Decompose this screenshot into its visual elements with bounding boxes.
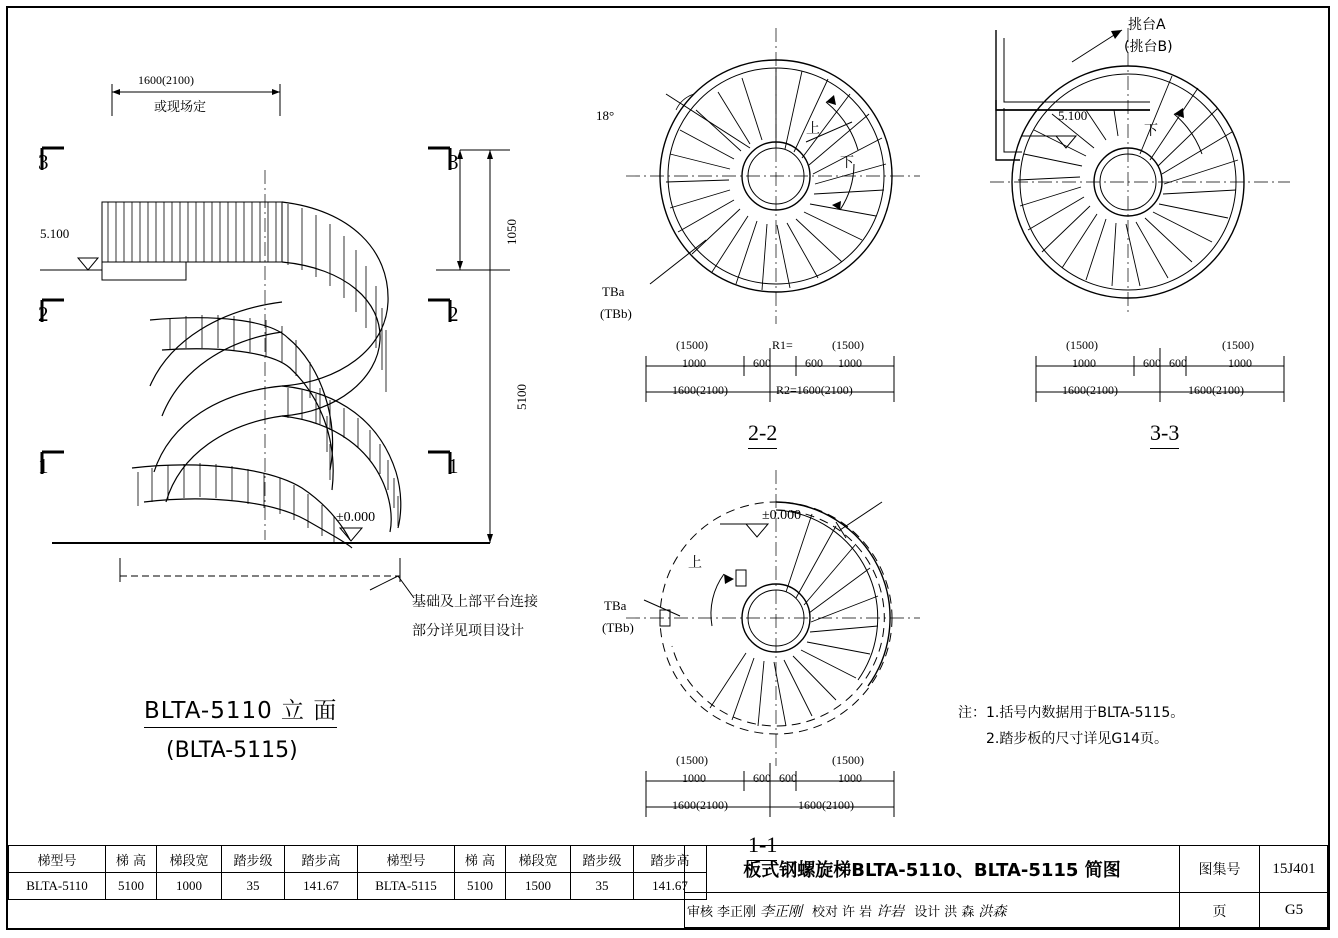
plan-1-1-level: ±0.000 [762,508,802,523]
note-item-2: 2.踏步板的尺寸详见G14页。 [986,731,1169,747]
plan-1-1-up-label: 上 [688,555,702,571]
cell-width-1: 1000 [157,873,222,900]
elevation-drawing [20,20,560,600]
col-header-width-2: 梯段宽 [506,846,571,873]
plan-1-1-dim-600-left: 600 [753,771,771,785]
col-header-riser-1: 踏步高 [285,846,358,873]
section-mark-1-right: 1 [448,454,459,478]
designer-label: 设计 [914,905,941,920]
plan-2-2-beam-label: TBa [602,284,625,299]
signature-row [685,893,1180,928]
plan-1-1-drawing [600,460,920,790]
plan-3-3-dim-total-right: 1600(2100) [1188,383,1244,397]
plan-3-3-label: 3-3 [1150,420,1179,449]
notes-block [958,700,1318,752]
plan-2-2-dim-600-right: 600 [805,356,823,370]
elevation-subtitle: (BLTA-5115) [166,738,298,763]
plan-2-2-dim-total-right: R2=1600(2100) [776,383,853,397]
plan-3-3-platform-a-label: 挑台A [1128,17,1166,33]
elevation-top-dimension: 1600(2100) [138,73,194,87]
col-header-width-1: 梯段宽 [157,846,222,873]
note-item-1: 1.括号内数据用于BLTA-5115。 [986,705,1185,721]
cell-riser-2: 141.67 [634,873,707,900]
section-mark-3-left: 3 [38,150,49,174]
plan-2-2-dim-1000-left: 1000 [682,356,706,370]
col-header-steps-1: 踏步级 [222,846,285,873]
notes-head: 注： [958,705,986,721]
plan-3-3-platform-b-label: (挑台B) [1124,39,1173,55]
plan-2-2-angle: 18° [596,108,615,123]
plan-1-1-dim-total-left: 1600(2100) [672,798,728,812]
plan-3-3-dim-1000-left: 1000 [1072,356,1096,370]
plan-3-3-dim-total-left: 1600(2100) [1062,383,1118,397]
plan-1-1-dim-1500-right: (1500) [832,753,864,767]
plan-2-2-dim-1000-right: 1000 [838,356,862,370]
elevation-note-line1: 基础及上部平台连接 [412,594,538,610]
plan-2-2-dim-r1: R1= [772,338,793,352]
cell-steps-2: 35 [571,873,634,900]
elevation-note-line2: 部分详见项目设计 [412,623,524,639]
atlas-value: 15J401 [1260,846,1328,893]
plan-2-2-dim-600-left: 600 [753,356,771,370]
elevation-top-dimension-note: 或现场定 [154,100,207,115]
elevation-level-base: ±0.000 [336,510,376,525]
plan-3-3-dim-600-left: 600 [1143,356,1161,370]
plan-2-2-dim-1500-left: (1500) [676,338,708,352]
cell-height-1: 5100 [106,873,157,900]
plan-3-3-down-label: 下 [1144,123,1158,139]
plan-1-1-dim-1000-left: 1000 [682,771,706,785]
col-header-height-2: 梯 高 [455,846,506,873]
plan-1-1-beam-label-alt: (TBb) [602,620,634,635]
plan-2-2-beam-label-alt: (TBb) [600,306,632,321]
cell-riser-1: 141.67 [285,873,358,900]
plan-1-1-dim-1000-right: 1000 [838,771,862,785]
approver-signature: 李正刚 [760,903,803,920]
title-block [8,845,1328,928]
col-header-steps-2: 踏步级 [571,846,634,873]
plan-3-3-dim-1000-right: 1000 [1228,356,1252,370]
plan-1-1-dim-1500-left: (1500) [676,753,708,767]
table-header-row [9,846,707,873]
approver-label: 审核 [687,905,714,920]
checker-name: 许 岩 [842,905,873,920]
page-label: 页 [1180,893,1260,928]
plan-1-1-beam-label: TBa [604,598,627,613]
plan-2-2-dim-1500-right: (1500) [832,338,864,352]
plan-1-1-label: 1-1 [748,832,777,861]
elevation-height-total: 5100 [514,384,529,410]
col-header-model-1: 梯型号 [9,846,106,873]
atlas-label: 图集号 [1180,846,1260,893]
title-block-right [684,845,1328,928]
section-mark-2-left: 2 [38,302,49,326]
plan-2-2-down-label: 下 [840,155,854,171]
designer-signature: 洪森 [978,903,1007,920]
plan-1-1-dim-600-right: 600 [779,771,797,785]
cell-steps-1: 35 [222,873,285,900]
spec-table [8,845,707,900]
plan-3-3-drawing [960,14,1300,344]
section-mark-3-right: 3 [448,150,459,174]
checker-signature: 许岩 [876,903,905,920]
plan-3-3-dim-600-right: 600 [1169,356,1187,370]
elevation-level-top: 5.100 [40,226,70,241]
plan-3-3-dim-1500-left: (1500) [1066,338,1098,352]
plan-3-3-level: 5.100 [1058,108,1088,123]
drawing-title: 板式钢螺旋梯BLTA-5110、BLTA-5115 简图 [685,846,1180,893]
plan-2-2-up-label: 上 [806,121,820,137]
plan-1-1-dim-total-right: 1600(2100) [798,798,854,812]
plan-3-3-dim-1500-right: (1500) [1222,338,1254,352]
col-header-model-2: 梯型号 [358,846,455,873]
plan-2-2-label: 2-2 [748,420,777,449]
section-mark-2-right: 2 [448,302,459,326]
col-header-height-1: 梯 高 [106,846,157,873]
elevation-title: BLTA-5110 立 面 [144,692,337,728]
table-row [9,873,707,900]
section-mark-1-left: 1 [38,454,49,478]
approver-name: 李正刚 [717,905,757,920]
page-value: G5 [1284,902,1304,918]
col-header-riser-2: 踏步高 [634,846,707,873]
plan-2-2-dim-total-left: 1600(2100) [672,383,728,397]
elevation-height-upper: 1050 [504,219,519,245]
cell-model-1: BLTA-5110 [9,873,106,900]
cell-height-2: 5100 [455,873,506,900]
designer-name: 洪 森 [944,905,975,920]
checker-label: 校对 [812,905,839,920]
cell-model-2: BLTA-5115 [358,873,455,900]
cell-width-2: 1500 [506,873,571,900]
